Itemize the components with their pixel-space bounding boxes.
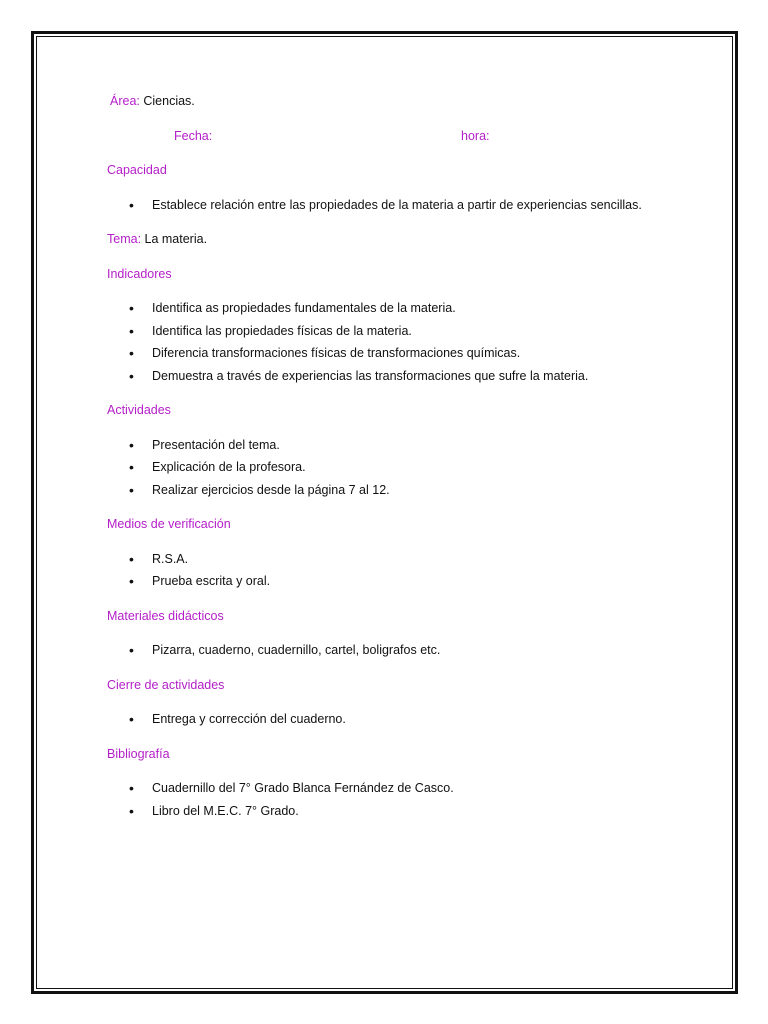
actividades-list: [107, 434, 667, 502]
area-line: [107, 90, 667, 113]
fecha-label: Fecha:: [174, 128, 213, 143]
bullet-icon: •: [129, 802, 134, 819]
list-item: • Establece relación entre las propiedades de la materia a partir de experiencias sencillas.: [107, 194, 652, 217]
bullet-icon: •: [129, 780, 134, 796]
list-item: • Realizar ejercicios desde la página 7 al 12.: [107, 479, 667, 502]
bullet-icon: •: [129, 459, 134, 475]
list-item: • Explicación de la profesora.: [107, 456, 667, 479]
tema-line: [107, 228, 667, 251]
bullet-icon: •: [129, 642, 134, 658]
materiales-heading: Materiales didácticos: [107, 608, 224, 623]
bullet-icon: •: [129, 345, 134, 361]
lesson-plan: [107, 90, 667, 822]
list-item: • Prueba escrita y oral.: [107, 570, 667, 593]
list-item: • Cuadernillo del 7° Grado Blanca Fernández de Casco.: [107, 777, 667, 800]
bibliografia-heading: Bibliografía: [107, 746, 170, 761]
bibliografia-list: [107, 777, 667, 822]
bullet-icon: •: [129, 711, 134, 727]
medios-list: [107, 548, 667, 593]
list-item: • Diferencia transformaciones físicas de transformaciones químicas.: [107, 342, 667, 365]
list-item: • Demuestra a través de experiencias las transformaciones que sufre la materia.: [107, 365, 667, 388]
capacidad-heading: Capacidad: [107, 163, 167, 177]
bullet-icon: •: [129, 322, 134, 339]
tema-value: La materia.: [141, 232, 208, 246]
date-time-line: [107, 125, 667, 148]
list-item: • Libro del M.E.C. 7° Grado.: [107, 800, 667, 823]
bullet-icon: •: [129, 436, 134, 453]
bullet-icon: •: [129, 573, 134, 589]
area-label: Área:: [110, 94, 140, 108]
materiales-list: [107, 639, 667, 662]
medios-heading: Medios de verificación: [107, 517, 231, 531]
list-item: • Presentación del tema.: [107, 434, 667, 457]
bullet-icon: •: [129, 300, 134, 316]
bullet-icon: •: [129, 196, 134, 213]
list-item: • Entrega y corrección del cuaderno.: [107, 708, 667, 731]
list-item: • R.S.A.: [107, 548, 667, 571]
indicadores-heading: Indicadores: [107, 266, 172, 281]
area-value: Ciencias.: [139, 94, 195, 108]
hora-label: hora:: [461, 128, 490, 143]
list-item: • Identifica as propiedades fundamentales de la materia.: [107, 297, 667, 320]
cierre-list: [107, 708, 667, 731]
capacidad-list: [107, 194, 667, 217]
bullet-icon: •: [129, 367, 134, 384]
cierre-heading: Cierre de actividades: [107, 677, 225, 692]
list-item: • Identifica las propiedades físicas de la materia.: [107, 320, 667, 343]
indicadores-list: [107, 297, 667, 387]
list-item: • Pizarra, cuaderno, cuadernillo, cartel, boligrafos etc.: [107, 639, 667, 662]
tema-label: Tema:: [107, 232, 142, 246]
bullet-icon: •: [129, 550, 134, 567]
actividades-heading: Actividades: [107, 403, 171, 417]
bullet-icon: •: [129, 481, 134, 498]
